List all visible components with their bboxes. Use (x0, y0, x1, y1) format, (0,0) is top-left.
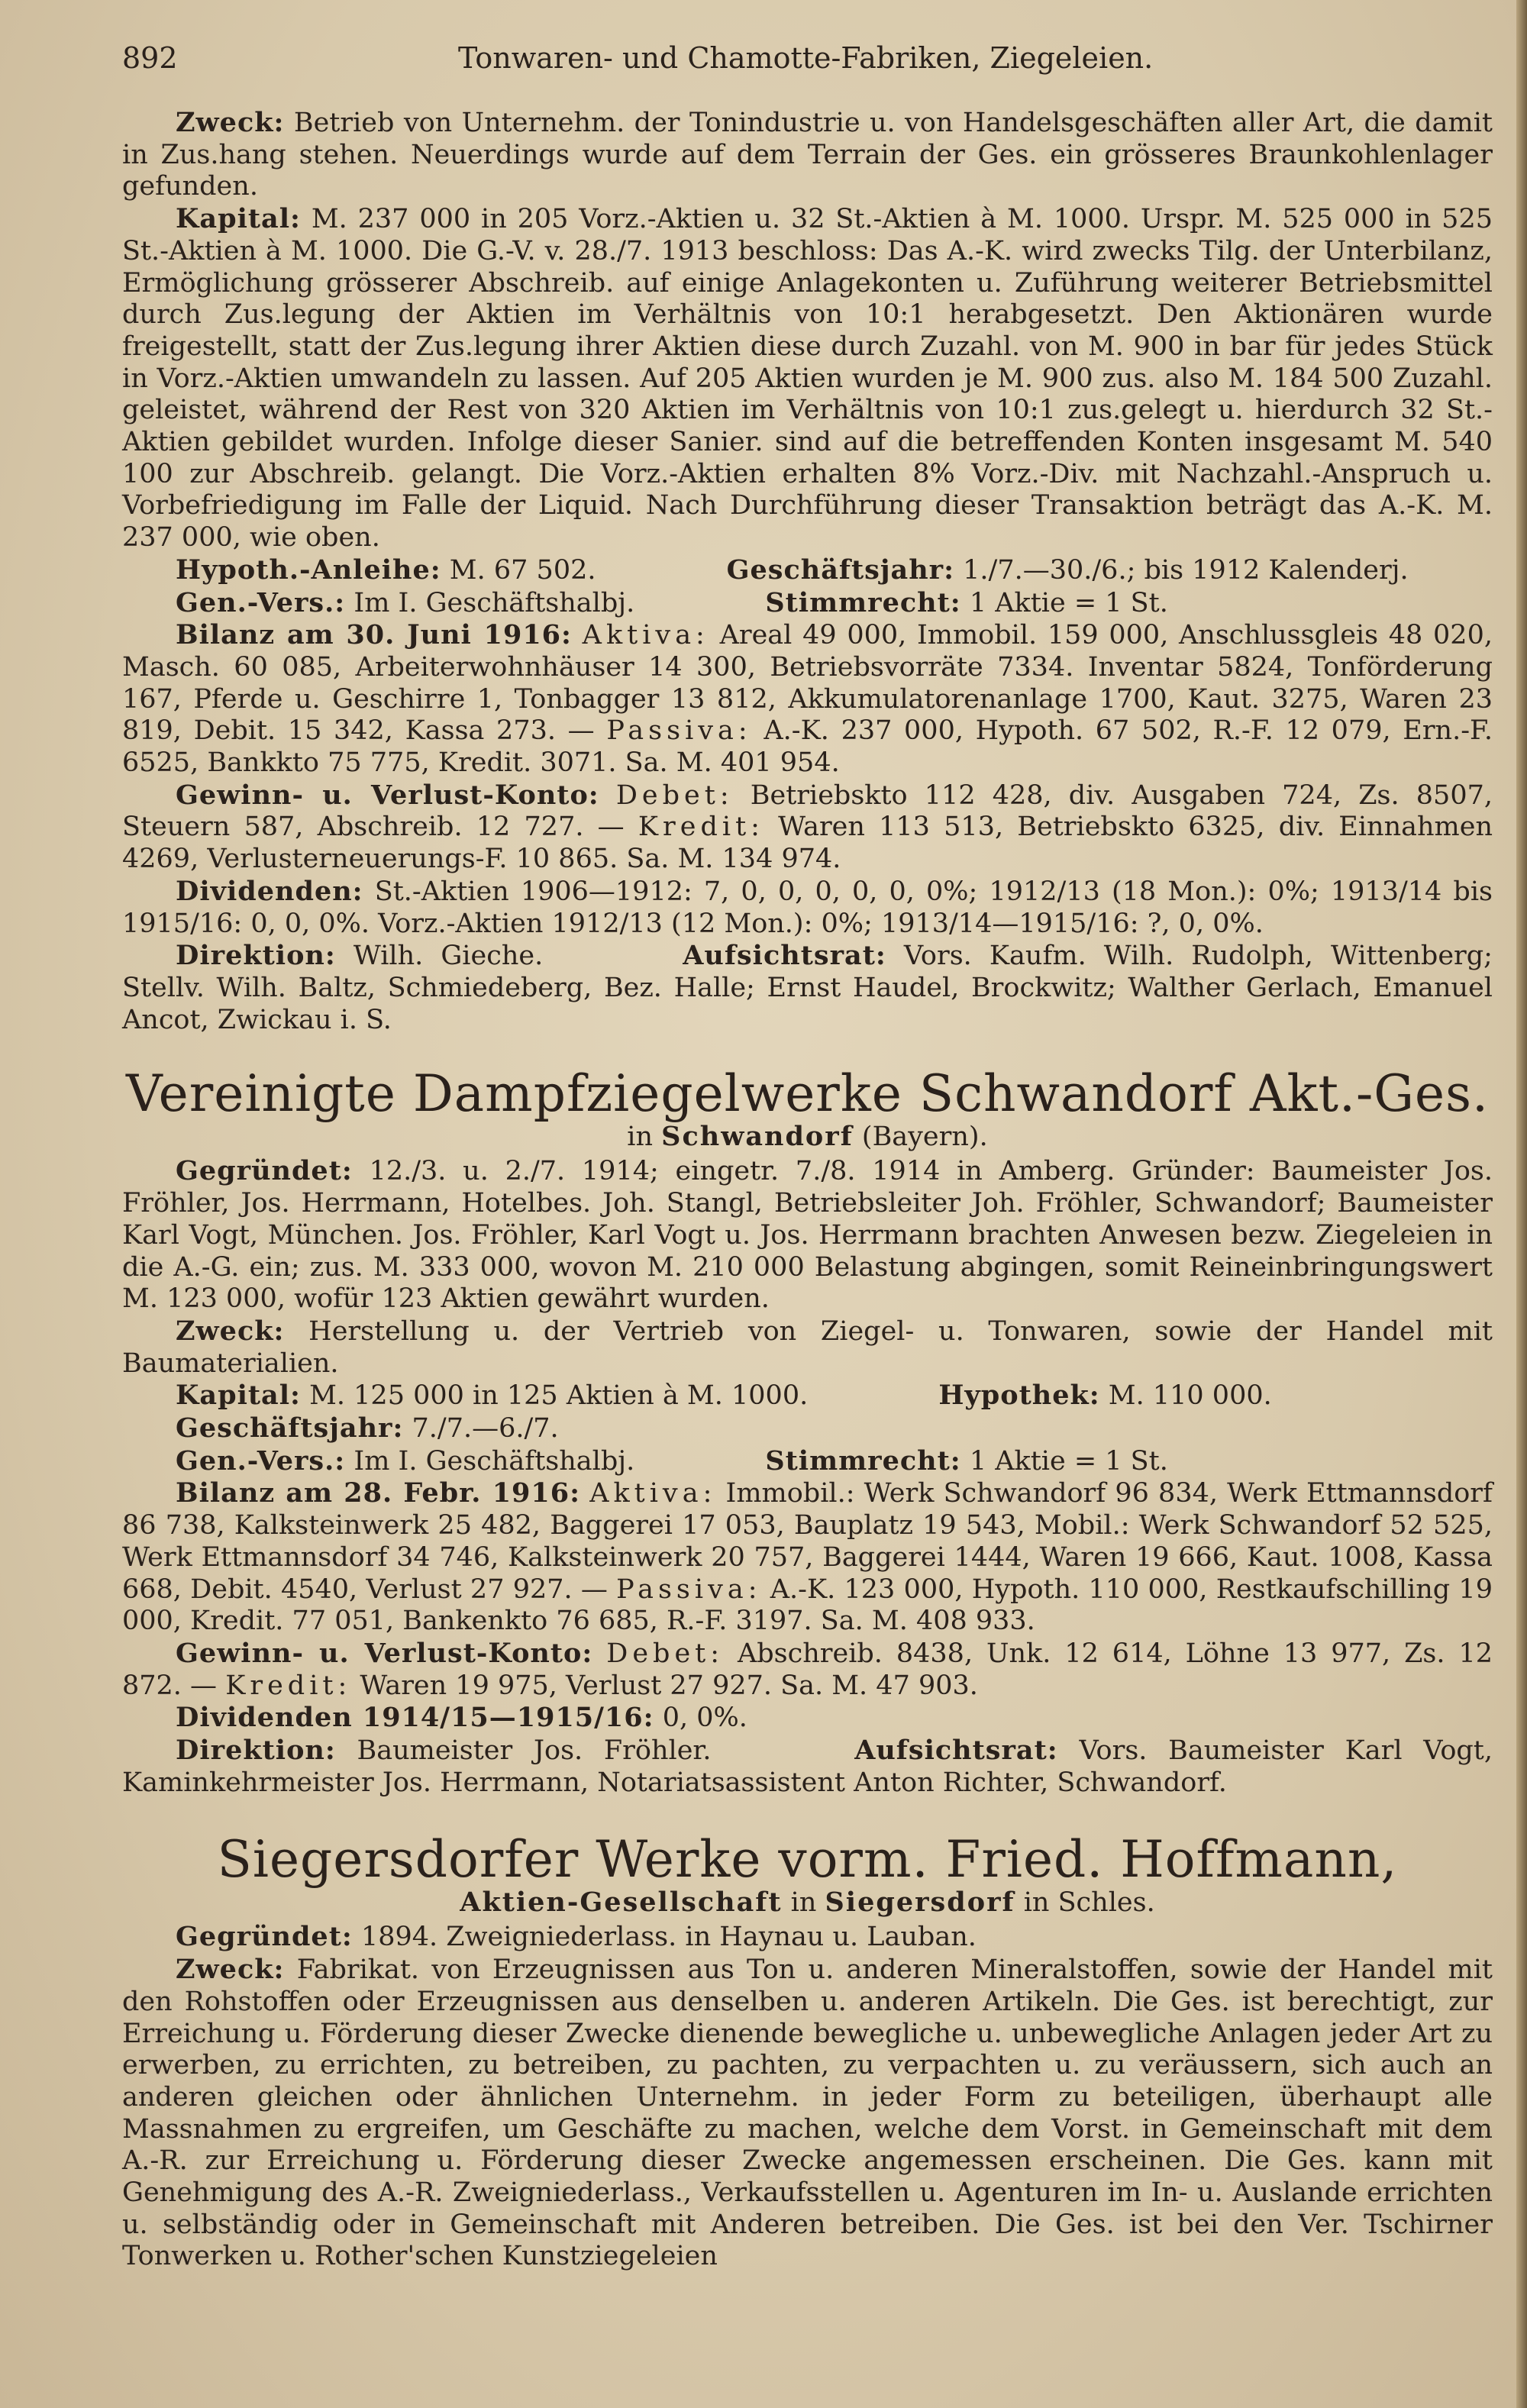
running-header (122, 31, 1493, 84)
geschaeftsjahr-paragraph (122, 1412, 1493, 1445)
kapital-paragraph (122, 203, 1493, 554)
zweck-paragraph (122, 1315, 1493, 1380)
zweck-text: Fabrikat. von Erzeugnissen aus Ton u. anderen Mineralstoffen, sowie der Handel mit den Rohstoffen oder Erzeugnissen aus denselben u. anderen Artikeln. Die Ges. ist berechtigt, zur Erreichung u. Förderung dieser Zwecke dienende bewegliche u. unbewegliche Anlagen jeder Art zu erwerben, zu errichten, zu betreiben, zu pachten, zu verpachten u. zu veräussern, sich auch an anderen gleichen oder ähnlichen Unternehm. in jeder Form zu beteiligen, überhaupt alle Massnahmen zu ergreifen, um Geschäfte zu machen, welche dem Vorst. in Gemeinschaft mit dem A.-R. zur Erreichung u. Förderung dieser Zwecke angemessen erscheinen. Die Ges. kann mit Genehmigung des A.-R. Zweigniederlass., Verkaufsstellen u. Agenturen im In- u. Auslande errichten u. selbständig oder in Gemeinschaft mit Anderen betreiben. Die Ges. ist bei den Ver. Tschirner Tonwerken u. Rother'schen Kunstziegeleien (122, 1954, 1493, 2272)
geschaeftsjahr-label: Geschäftsjahr: (726, 554, 954, 586)
subtitle-place: Schwandorf (661, 1121, 854, 1153)
aufsichtsrat-label: Aufsichtsrat: (683, 940, 886, 972)
direktion-text: Baumeister Jos. Fröhler. (357, 1735, 712, 1767)
debet-label: Debet: (606, 1638, 725, 1669)
passiva-text: A.-K. 123 000, Hypoth. 110 000, Restkaufschilling 19 000, Kredit. 77 051, Bankenkto 76 685, R.-F. 3197. Sa. M. 408 933. (122, 1574, 1493, 1637)
stimmrecht-label: Stimmrecht: (765, 586, 961, 618)
direktion-label: Direktion: (176, 940, 336, 972)
stimmrecht-label: Stimmrecht: (765, 1444, 961, 1477)
genvers-text: Im I. Geschäftshalbj. (354, 587, 635, 618)
passiva-label: Passiva: (606, 715, 752, 747)
zweck-paragraph (122, 107, 1493, 203)
subtitle-ag: Aktien-Gesellschaft (460, 1887, 783, 1919)
genvers-paragraph (122, 587, 1493, 620)
gegruendet-text: 12./3. u. 2./7. 1914; eingetr. 7./8. 1914 in Amberg. Gründer: Baumeister Jos. Fröhler, Jos. Herrmann, Hotelbes. Joh. Stangl, Betriebsleiter Joh. Fröhler, Schwandorf; Baumeister Karl Vogt, München. Jos. Fröhler, Karl Vogt u. Jos. Herrmann brachten Anwesen bezw. Ziegeleien in die A.-G. ein; zus. M. 333 000, wovon M. 210 000 Belastung abgingen, somit Reineinbringungswert M. 123 000, wofür 123 Aktien gewährt wurden. (122, 1156, 1493, 1315)
company-entry-siegersdorf (122, 1832, 1493, 2273)
gegruendet-label: Gegründet: (176, 1155, 353, 1187)
dividenden-label: Dividenden 1914/15—1915/16: (176, 1702, 654, 1734)
gegruendet-paragraph (122, 1155, 1493, 1315)
gegruendet-paragraph (122, 1921, 1493, 1954)
stimmrecht-text: 1 Aktie = 1 St. (969, 1445, 1168, 1477)
page-content (122, 31, 1493, 2273)
passiva-text: A.-K. 237 000, Hypoth. 67 502, R.-F. 12 079, Ern.-F. 6525, Bankkto 75 775, Kredit. 3071. Sa. M. 401 954. (122, 715, 1493, 779)
genvers-paragraph (122, 1445, 1493, 1478)
stimmrecht-text: 1 Aktie = 1 St. (969, 587, 1168, 618)
subtitle-in: in (790, 1887, 817, 1919)
bilanz-paragraph (122, 619, 1493, 780)
guv-label: Gewinn- u. Verlust-Konto: (176, 779, 599, 811)
subtitle-suffix: in Schles. (1023, 1887, 1155, 1919)
company-subtitle (122, 1122, 1493, 1152)
debet-text: Betriebskto 112 428, div. Ausgaben 724, Zs. 8507, Steuern 587, Abschreib. 12 727. — (122, 780, 1493, 843)
geschaeftsjahr-text: 1./7.—30./6.; bis 1912 Kalenderj. (963, 554, 1409, 586)
gegruendet-label: Gegründet: (176, 1921, 353, 1953)
kredit-text: Waren 113 513, Betriebskto 6325, div. Einnahmen 4269, Verlusterneuerungs-F. 10 865. Sa. M. 134 974. (122, 812, 1493, 875)
zweck-paragraph (122, 1954, 1493, 2273)
genvers-label: Gen.-Vers.: (176, 586, 346, 618)
kredit-label: Kredit: (225, 1670, 352, 1701)
zweck-label: Zweck: (176, 1315, 285, 1347)
dividenden-paragraph (122, 876, 1493, 940)
bilanz-label: Bilanz am 30. Juni 1916: (176, 619, 572, 651)
kapital-text: M. 237 000 in 205 Vorz.-Aktien u. 32 St.-Aktien à M. 1000. Urspr. M. 525 000 in 525 St.-Aktien à M. 1000. Die G.-V. v. 28./7. 1913 beschloss: Das A.-K. wird zwecks Tilg. der Unterbilanz, Ermöglichung grösserer Abschreib. auf einige Anlagekonten u. Zuführung weiterer Betriebsmittel durch Zus.legung der Aktien im Verhältnis von 10:1 herabgesetzt. Den Aktionären wurde freigestellt, statt der Zus.legung ihrer Aktien diese durch Zuzahl. von M. 900 in bar für jedes Stück in Vorz.-Aktien umwandeln zu lassen. Auf 205 Aktien wurden je M. 900 zus. also M. 184 500 Zuzahl. geleistet, während der Rest von 320 Aktien im Verhältnis von 10:1 zus.gelegt u. hierdurch 32 St.-Aktien gebildet wurden. Infolge dieser Sanier. sind auf die betreffenden Konten insgesamt M. 540 100 zur Abschreib. gelangt. Die Vorz.-Aktien erhalten 8% Vorz.-Div. mit Nachzahl.-Anspruch u. Vorbefriedigung im Falle der Liquid. Nach Durchführung dieser Transaktion beträgt das A.-K. M. 237 000, wie oben. (122, 204, 1493, 554)
dividenden-text: 0, 0%. (662, 1703, 747, 1734)
debet-label: Debet: (615, 780, 734, 811)
zweck-label: Zweck: (176, 107, 285, 138)
company-entry-schwandorf (122, 1064, 1493, 1799)
zweck-text: Herstellung u. der Vertrieb von Ziegel- u. Tonwaren, sowie der Handel mit Baumaterialien. (122, 1315, 1493, 1379)
company-subtitle (122, 1887, 1493, 1918)
kapital-text: M. 125 000 in 125 Aktien à M. 1000. (309, 1380, 809, 1412)
aufsichtsrat-text: Vors. Baumeister Karl Vogt, Kaminkehrmeister Jos. Herrmann, Notariatsassistent Anton Richter, Schwandorf. (122, 1735, 1493, 1798)
hypoth-text: M. 67 502. (449, 554, 596, 586)
aktiva-label: Aktiva: (589, 1478, 717, 1509)
dividenden-text: St.-Aktien 1906—1912: 7, 0, 0, 0, 0, 0, 0%; 1912/13 (18 Mon.): 0%; 1913/14 bis 1915/16: 0, 0, 0%. Vorz.-Aktien 1912/13 (12 Mon.): 0%; 1913/14—1915/16: ?, 0, 0%. (122, 876, 1493, 939)
geschaeftsjahr-text: 7./7.—6./7. (412, 1413, 559, 1444)
hypoth-label: Hypoth.-Anleihe: (176, 554, 441, 586)
company-title: Siegersdorfer Werke vorm. Fried. Hoffmann, (217, 1830, 1398, 1890)
guv-paragraph (122, 1638, 1493, 1702)
aufsichtsrat-label: Aufsichtsrat: (854, 1735, 1058, 1767)
guv-paragraph (122, 780, 1493, 876)
company-title: Vereinigte Dampfziegelwerke Schwandorf Akt.-Ges. (126, 1064, 1489, 1124)
kapital-paragraph (122, 1380, 1493, 1412)
genvers-text: Im I. Geschäftshalbj. (354, 1445, 635, 1477)
direktion-text: Wilh. Gieche. (353, 941, 544, 972)
passiva-label: Passiva: (616, 1574, 762, 1605)
geschaeftsjahr-label: Geschäftsjahr: (176, 1412, 404, 1444)
subtitle-prefix: in (627, 1122, 654, 1153)
hypothek-label: Hypothek: (938, 1380, 1100, 1412)
kredit-text: Waren 19 975, Verlust 27 927. Sa. M. 47 903. (360, 1670, 978, 1701)
kapital-label: Kapital: (176, 1380, 301, 1412)
section-continued-entry (122, 107, 1493, 1036)
aktiva-text: Areal 49 000, Immobil. 159 000, Anschlussgleis 48 020, Masch. 60 085, Arbeiterwohnhäuser 14 300, Betriebsvorräte 7334. Inventar 5824, Tonförderung 167, Pferde u. Geschirre 1, Tonbagger 13 812, Akkumulatorenanlage 1700, Kaut. 3275, Waren 23 819, Debit. 15 342, Kassa 273. — (122, 620, 1493, 747)
zweck-text: Betrieb von Unternehm. der Tonindustrie u. von Handelsgeschäften aller Art, die damit in Zus.hang stehen. Neuerdings wurde auf dem Terrain der Ges. ein grösseres Braunkohlenlager gefunden. (122, 108, 1493, 202)
aktiva-text: Immobil.: Werk Schwandorf 96 834, Werk Ettmannsdorf 86 738, Kalksteinwerk 25 482, Baggerei 17 053, Bauplatz 19 543, Mobil.: Werk Schwandorf 52 525, Werk Ettmannsdorf 34 746, Kalksteinwerk 20 757, Baggerei 1444, Waren 19 666, Kaut. 1008, Kassa 668, Debit. 4540, Verlust 27 927. — (122, 1478, 1493, 1605)
kredit-label: Kredit: (638, 812, 764, 843)
kapital-label: Kapital: (176, 203, 301, 235)
gegruendet-text: 1894. Zweigniederlass. in Haynau u. Lauban. (360, 1922, 977, 1953)
hypoth-paragraph (122, 554, 1493, 587)
direktion-label: Direktion: (176, 1735, 336, 1767)
aktiva-label: Aktiva: (582, 620, 709, 651)
aufsichtsrat-text: Vors. Kaufm. Wilh. Rudolph, Wittenberg; Stellv. Wilh. Baltz, Schmiedeberg, Bez. Halle; Ernst Haudel, Brockwitz; Walther Gerlach, Emanuel Ancot, Zwickau i. S. (122, 941, 1493, 1035)
subtitle-suffix: (Bayern). (861, 1122, 988, 1153)
zweck-label: Zweck: (176, 1954, 285, 1986)
dividenden-paragraph (122, 1702, 1493, 1735)
direktion-paragraph (122, 940, 1493, 1036)
running-title: Tonwaren- und Chamotte-Fabriken, Ziegeleien. (458, 41, 1154, 75)
genvers-label: Gen.-Vers.: (176, 1444, 346, 1477)
debet-text: Abschreib. 8438, Unk. 12 614, Löhne 13 977, Zs. 12 872. — (122, 1638, 1493, 1701)
page-edge-shadow (1516, 0, 1527, 2408)
bilanz-paragraph (122, 1477, 1493, 1638)
bilanz-label: Bilanz am 28. Febr. 1916: (176, 1477, 581, 1509)
hypothek-text: M. 110 000. (1108, 1380, 1272, 1412)
page-number: 892 (122, 41, 178, 75)
subtitle-place: Siegersdorf (825, 1887, 1015, 1919)
direktion-paragraph (122, 1735, 1493, 1799)
guv-label: Gewinn- u. Verlust-Konto: (176, 1637, 593, 1669)
dividenden-label: Dividenden: (176, 875, 363, 907)
